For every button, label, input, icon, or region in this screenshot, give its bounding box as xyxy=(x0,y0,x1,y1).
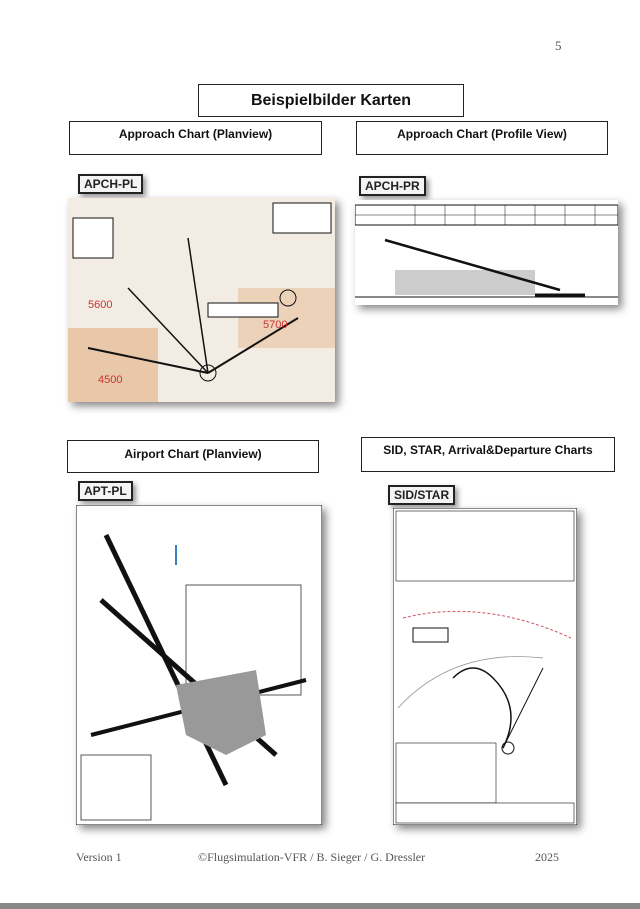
chart-tag-sid-star: SID/STAR xyxy=(388,485,455,505)
chart-tag-apch-pl: APCH-PL xyxy=(78,174,143,194)
chart-tag-apch-pr: APCH-PR xyxy=(359,176,426,196)
section-heading-sid-star: SID, STAR, Arrival&Departure Charts xyxy=(361,437,615,472)
bottom-border xyxy=(0,903,640,909)
section-heading-airport-planview: Airport Chart (Planview) xyxy=(67,440,319,473)
approach-planview-chart-image xyxy=(68,198,335,402)
footer-year: 2025 xyxy=(535,850,559,864)
page-title: Beispielbilder Karten xyxy=(198,84,464,117)
svg-text:5700: 5700 xyxy=(263,319,288,331)
svg-text:4500: 4500 xyxy=(98,374,123,386)
footer-copyright: ©Flugsimulation-VFR / B. Sieger / G. Dressler xyxy=(198,850,426,864)
sid-star-chart-image xyxy=(393,508,577,825)
footer-version: Version 1 xyxy=(76,850,122,864)
section-heading-approach-profile: Approach Chart (Profile View) xyxy=(356,121,608,155)
section-heading-approach-planview: Approach Chart (Planview) xyxy=(69,121,322,155)
page-number: 5 xyxy=(555,38,562,53)
chart-tag-apt-pl: APT-PL xyxy=(78,481,133,501)
svg-text:5600: 5600 xyxy=(88,299,113,311)
airport-planview-chart-image xyxy=(76,505,322,825)
approach-profile-chart-image xyxy=(355,200,618,305)
